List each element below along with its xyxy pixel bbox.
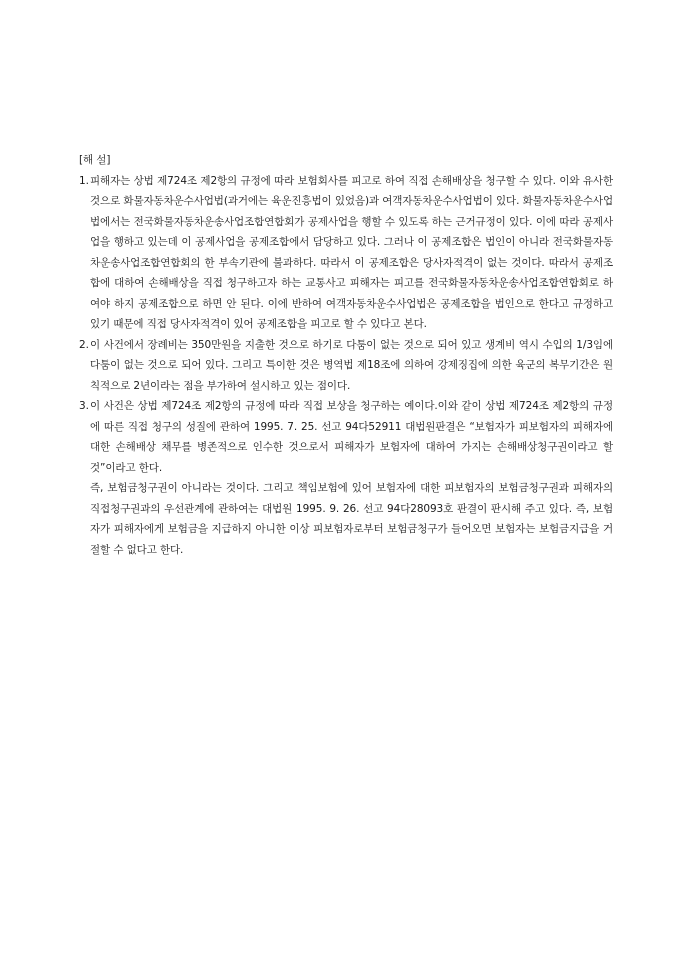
commentary-list	[79, 171, 613, 561]
section-heading: [해 설]	[79, 154, 111, 166]
commentary-item-3	[79, 396, 613, 560]
commentary-item-1	[79, 171, 613, 335]
item-paragraph: 이 사건은 상법 제724조 제2항의 규정에 따라 직접 보상을 청구하는 예이다.이와 같이 상법 제724조 제2항의 규정에 따른 직접 청구의 성질에 관하여 1995. 7. 25. 선고 94다52911 대법원판결은 “보험자가 피보험자의 피해자에 대한 손해배상 채무를 병존적으로 인수한 것으로서 피해자가 보험자에 대하여 가지는 손해배상청구권이라고 할 것”이라고 한다.	[90, 400, 613, 474]
item-number: 1.	[79, 174, 89, 187]
commentary-item-2	[79, 335, 613, 397]
item-paragraph: 이 사건에서 장례비는 350만원을 지출한 것으로 하기로 다툼이 없는 것으로 되어 있고 생계비 역시 수입의 1/3임에 다툼이 없는 것으로 되어 있다. 그리고 특이한 것은 병역법 제18조에 의하여 강제징집에 의한 육군의 복무기간은 원칙적으로 2년이라는 점을 부가하여 설시하고 있는 점이다.	[90, 338, 613, 392]
item-paragraph: 피해자는 상법 제724조 제2항의 규정에 따라 보험회사를 피고로 하여 직접 손해배상을 청구할 수 있다. 이와 유사한 것으로 화물자동차운수사업법(과거에는 육운진흥법이 있었음)과 여객자동차운수사업법이 있다. 화물자동차운수사업법에서는 전국화물자동차운송사업조합연합회가 공제사업을 행할 수 있도록 하는 근거규정이 있다. 이에 따라 공제사업을 행하고 있는데 이 공제사업을 공제조합에서 담당하고 있다. 그러나 이 공제조합은 법인이 아니라 전국화물자동차운송사업조합연합회의 한 부속기관에 불과하다. 따라서 이 공제조합은 당사자적격이 없는 것이다. 따라서 공제조합에 대하여 손해배상을 직접 청구하고자 하는 교통사고 피해자는 피고를 전국화물자동차운송사업조합연합회로 하여야 하지 공제조합으로 하면 안 된다. 이에 반하여 여객자동차운수사업법은 공제조합을 법인으로 한다고 규정하고 있기 때문에 직접 당사자적격이 있어 공제조합을 피고로 할 수 있다고 본다.	[90, 174, 613, 330]
item-number: 3.	[79, 400, 89, 412]
commentary-section	[79, 150, 613, 560]
item-number: 2.	[79, 338, 89, 351]
item-paragraph: 즉, 보험금청구권이 아니라는 것이다. 그리고 책임보험에 있어 보험자에 대한 피보험자의 보험금청구권과 피해자의 직접청구권과의 우선관계에 관하여는 대법원 1995. 9. 26. 선고 94다28093호 판결이 판시해 주고 있다. 즉, 보험자가 피해자에게 보험금을 지급하지 아니한 이상 피보험자로부터 보험금청구가 들어오면 보험자는 보험금지급을 거절할 수 없다고 한다.	[90, 482, 613, 556]
